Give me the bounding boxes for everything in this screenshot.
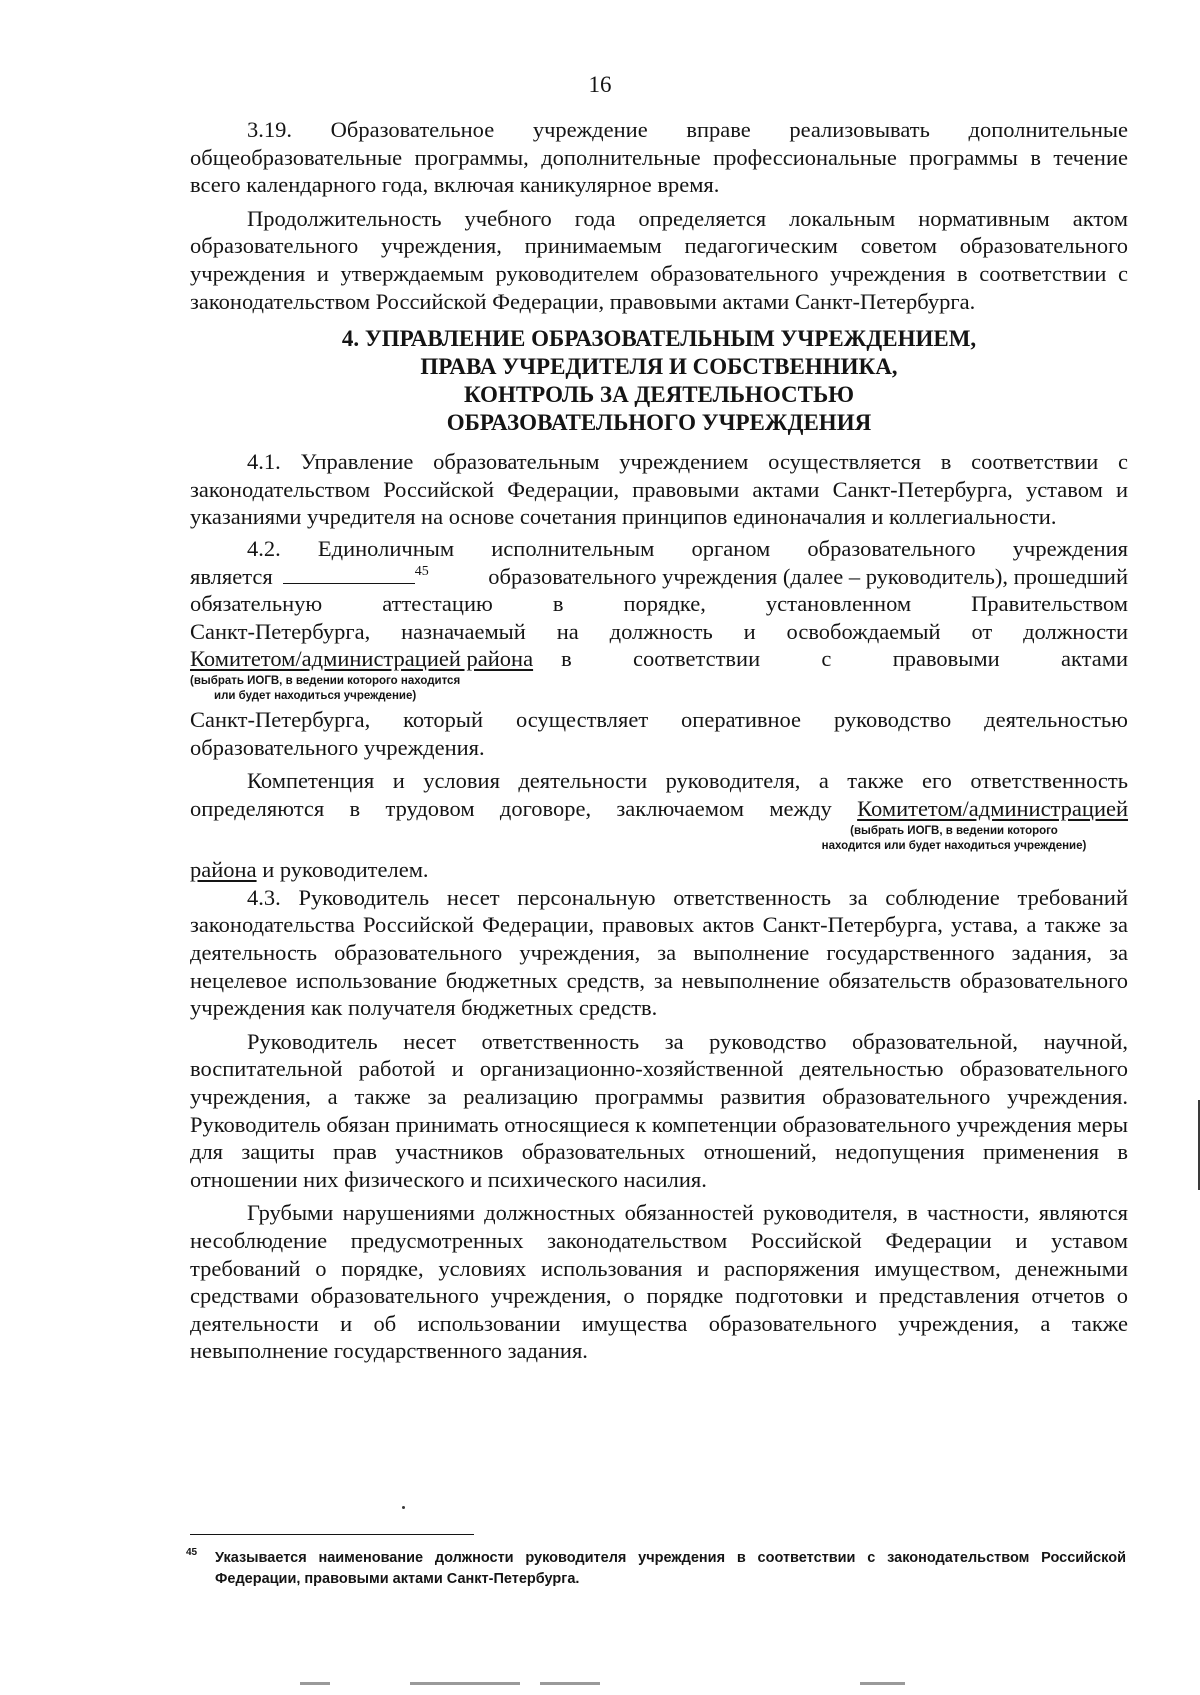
competence-authority: Комитетом/администрацией: [857, 795, 1129, 821]
paragraph-competence: [190, 767, 1128, 884]
heading-line-1: 4. УПРАВЛЕНИЕ ОБРАЗОВАТЕЛЬНЫМ УЧРЕЖДЕНИЕМ,: [341, 326, 977, 352]
authority-underlined: Комитетом/администрацией района: [190, 646, 534, 672]
section-heading: [190, 325, 1128, 437]
heading-line-4: ОБРАЗОВАТЕЛЬНОГО УЧРЕЖДЕНИЯ: [446, 410, 872, 436]
footnote-separator: [190, 1534, 474, 1535]
p42-is-label: является: [190, 563, 273, 589]
footnote-number: 45: [186, 1547, 198, 1558]
p42-line-3: обязательную аттестацию в порядке, установленном Правительством: [190, 591, 1128, 617]
hint-line-1: (выбрать ИОГВ, в ведении которого находится: [190, 674, 461, 687]
heading-line-3: КОНТРОЛЬ ЗА ДЕЯТЕЛЬНОСТЬЮ: [463, 382, 855, 408]
p42-line-5: [190, 645, 1128, 673]
hint-line-2: или будет находиться учреждение): [214, 689, 417, 702]
paragraph-4-1: 4.1. Управление образовательным учреждением осуществляется в соответствии с законодательством Российской Федерации, правовыми актами Санкт-Петербурга, уставом и указаниями учредителя на основе сочетания принципов единоначалия и коллегиальности.: [190, 449, 1128, 530]
page-number: 16: [588, 72, 612, 97]
authority-rest: в соответствии с правовыми актами: [561, 646, 1128, 672]
footnote-text: Указывается наименование должности руководителя учреждения в соответствии с законодательством Российской Федерации, правовыми актами Санкт-Петербурга.: [215, 1550, 1126, 1587]
hint-select-authority-2: [780, 824, 1128, 854]
competence-end: [190, 856, 1128, 884]
p42-line-4: Санкт-Петербурга, назначаемый на должность и освобождаемый от должности: [190, 618, 1128, 644]
p42-continuation: Санкт-Петербурга, который осуществляет оперативное руководство деятельностью образовательного учреждения.: [190, 706, 1128, 760]
p42-blank: [283, 563, 429, 591]
paragraph-4-3: 4.3. Руководитель несет персональную ответственность за соблюдение требований законодательства Российской Федерации, правовых актов Санкт-Петербурга, устава, а также за деятельность образовательного учреждения, за выполнение государственного задания, за нецелевое использование бюджетных средств, за невыполнение обязательств образовательного учреждения как получателя бюджетных средств.: [190, 884, 1128, 1021]
scan-artifact-4: [860, 1682, 905, 1685]
stray-dot: [402, 1506, 405, 1509]
p42-blank-group: [273, 563, 1128, 591]
p42-after-blank: образовательного учреждения (далее – руководитель), прошедший: [488, 563, 1128, 589]
footnote: [186, 1548, 1126, 1590]
competence-tail: и руководителем.: [262, 857, 429, 883]
competence-body: Компетенция и условия деятельности руководителя, а также его ответственность определяются в трудовом договоре, заключаемом между: [190, 768, 1128, 821]
paragraph-academic-year: Продолжительность учебного года определяется локальным нормативным актом образовательного учреждения, принимаемым педагогическим советом образовательного учреждения и утверждаемым руководителем образовательного учреждения в соответствии с законодательством Российской Федерации, правовыми актами Санкт-Петербурга.: [190, 205, 1128, 314]
hint2-line-1: (выбрать ИОГВ, в ведении которого: [850, 825, 1058, 838]
p42-line-1: 4.2. Единоличным исполнительным органом образовательного учреждения: [247, 535, 1128, 561]
paragraph-3-19: 3.19. Образовательное учреждение вправе реализовывать дополнительные общеобразовательные программы, дополнительные профессиональные программы в течение всего календарного года, включая каникулярное время.: [190, 117, 1128, 198]
competence-district: района: [190, 857, 257, 883]
scan-artifact-3: [540, 1682, 600, 1685]
hint2-line-2: находится или будет находиться учреждение): [821, 840, 1087, 853]
scan-artifact-1: [300, 1682, 330, 1685]
p42-line-2: [190, 563, 1128, 591]
document-body: [190, 116, 1128, 1365]
scan-artifact-2: [410, 1682, 520, 1685]
paragraph-violations: Грубыми нарушениями должностных обязанностей руководителя, в частности, являются несоблюдение предусмотренных законодательством Российской Федерации и уставом требований о порядке, условиях использования и распоряжения имуществом, денежными средствами образовательного учреждения, о порядке подготовки и представления отчетов о деятельности и об использовании имущества образовательного учреждения, а также невыполнение государственного задания.: [190, 1200, 1128, 1364]
hint-select-authority: [190, 674, 1128, 704]
position-blank: [283, 565, 415, 584]
paragraph-responsibility: Руководитель несет ответственность за руководство образовательной, научной, воспитательной работой и организационно-хозяйственной деятельностью образовательного учреждения, а также за реализацию программы развития образовательного учреждения. Руководитель обязан принимать относящиеся к компетенции образовательного учреждения меры для защиты прав участников образовательных отношений, недопущения применения в отношении них физического и психического насилия.: [190, 1028, 1128, 1192]
heading-line-2: ПРАВА УЧРЕДИТЕЛЯ И СОБСТВЕННИКА,: [420, 354, 898, 380]
authority-rest-group: [561, 645, 1128, 673]
competence-text: [190, 767, 1128, 822]
footnote-ref-45: 45: [414, 563, 429, 579]
paragraph-4-2: [190, 535, 1128, 761]
